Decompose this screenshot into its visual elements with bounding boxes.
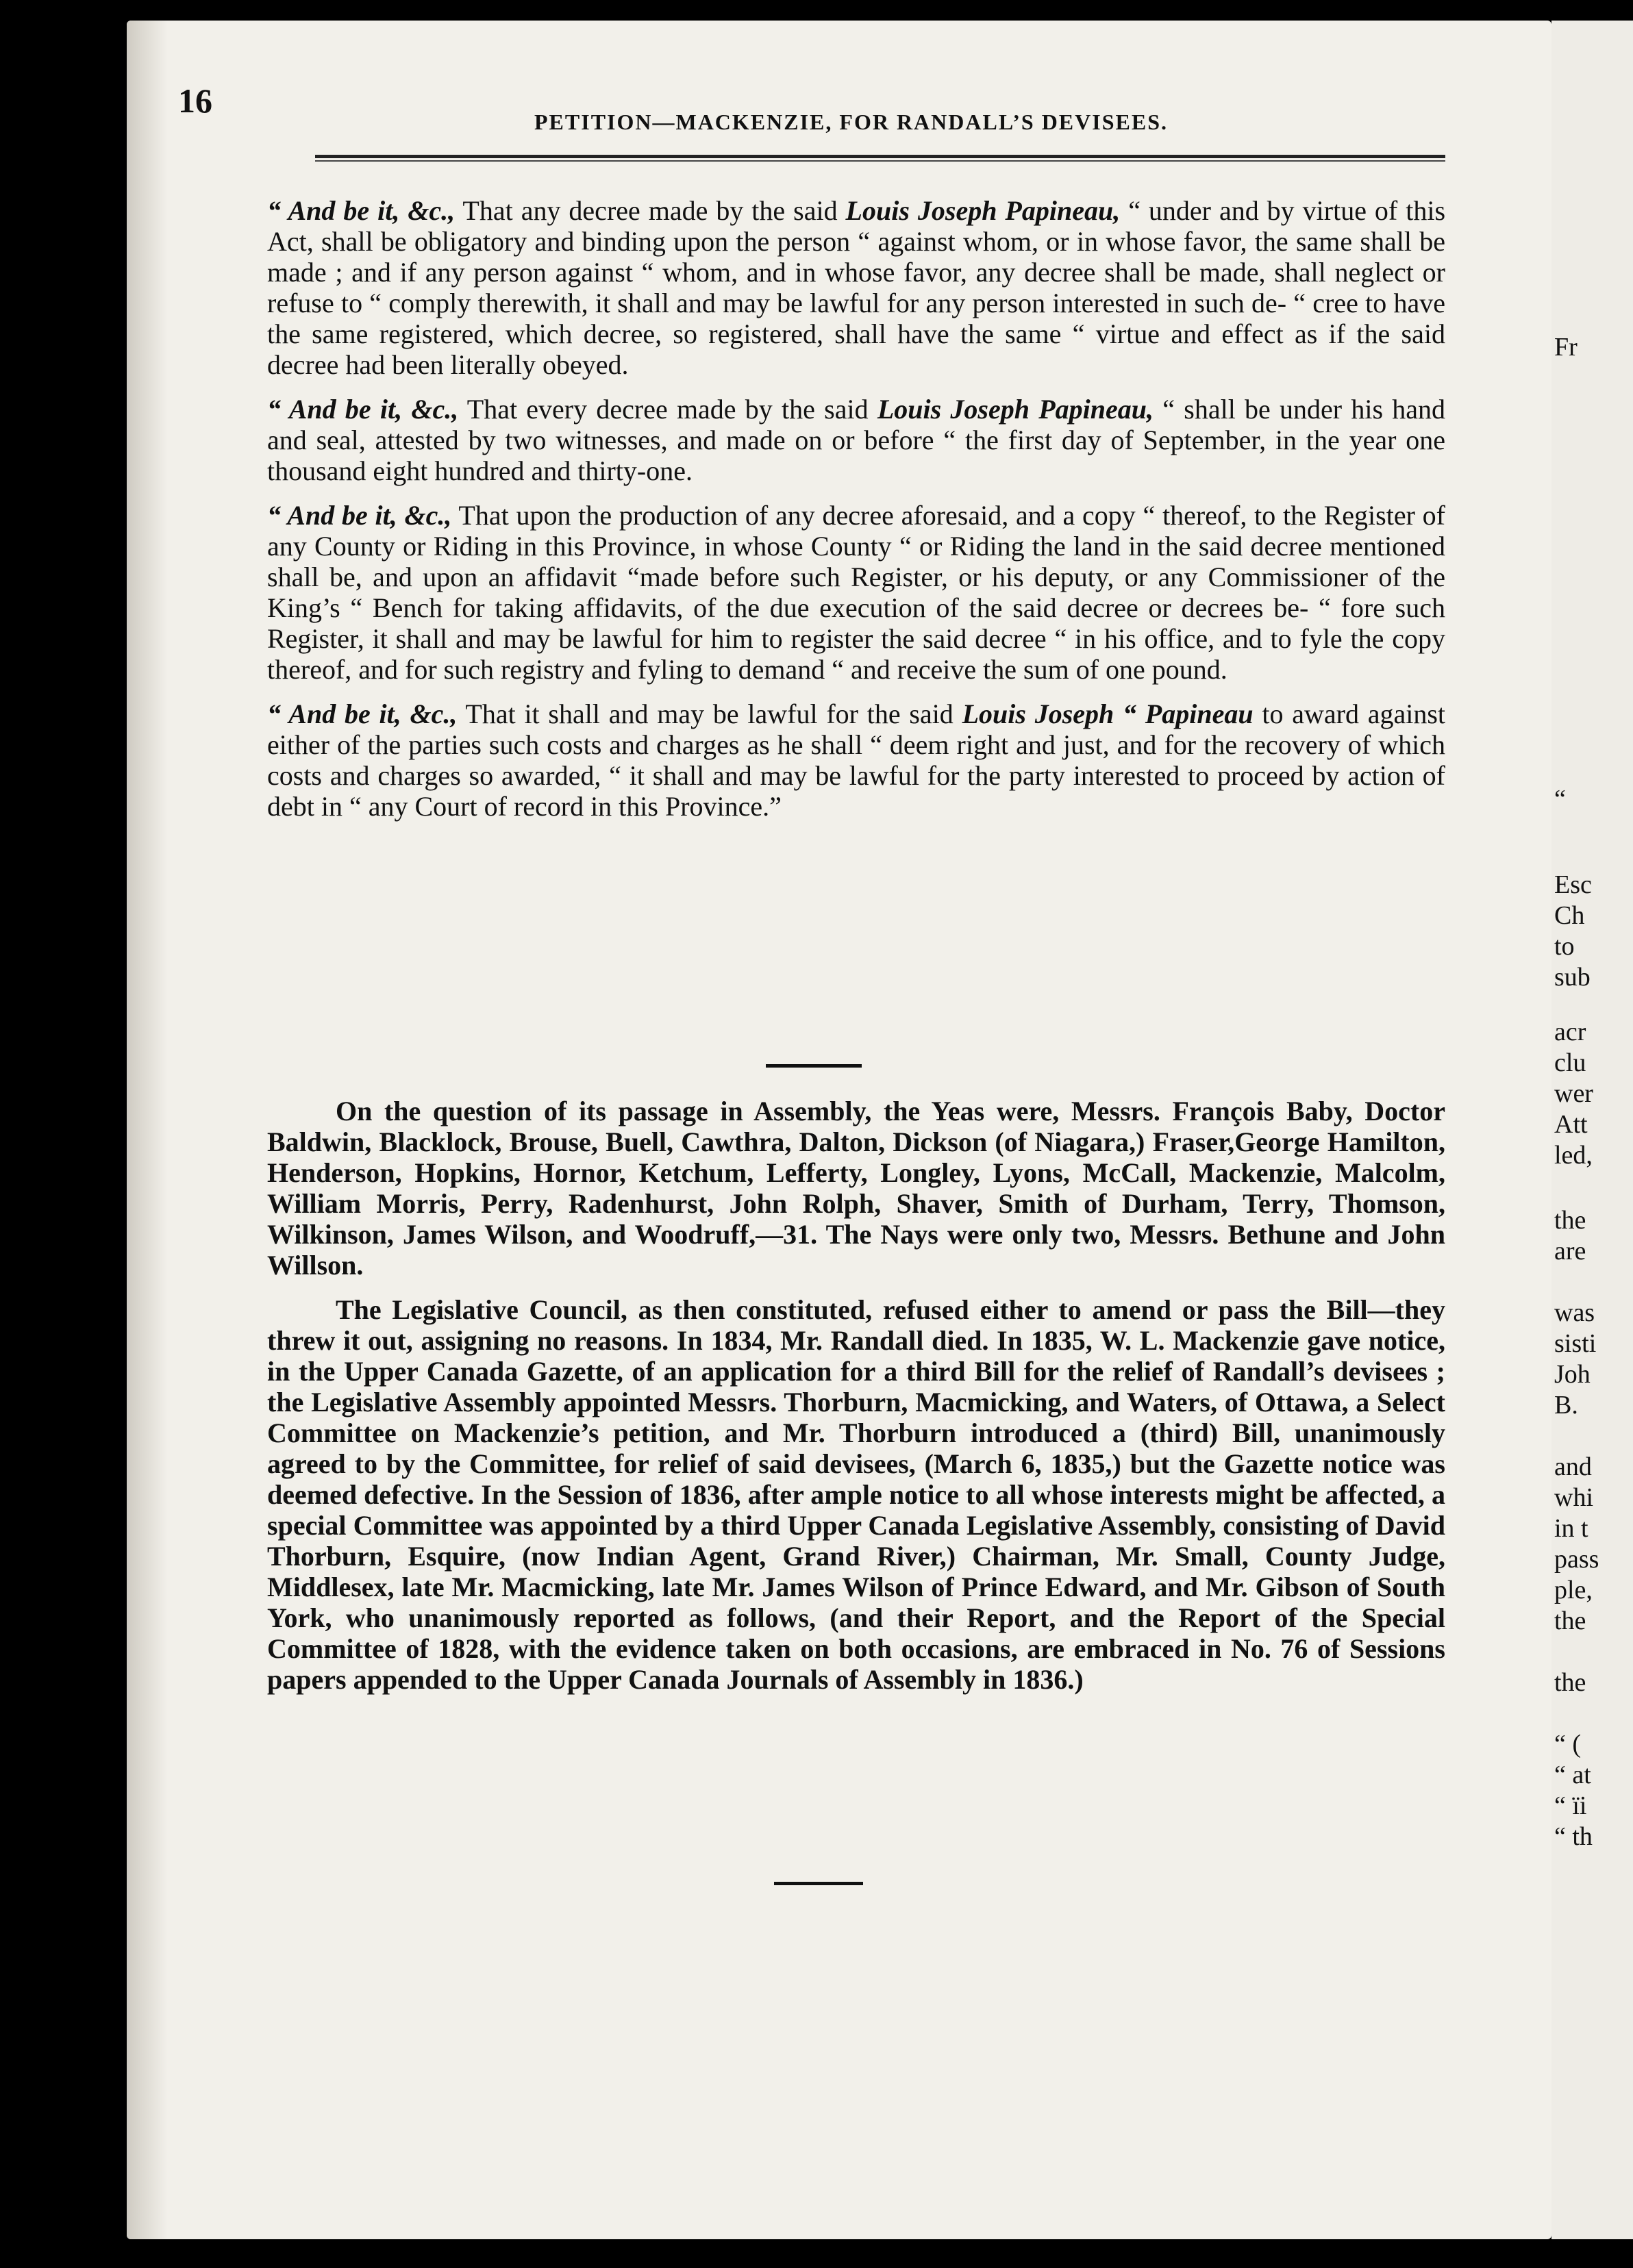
- clause-lead: “ And be it, &c.,: [267, 698, 458, 729]
- fragment: the: [1554, 1606, 1586, 1635]
- end-divider: [774, 1882, 863, 1885]
- narrative-text: [267, 1096, 1445, 1709]
- fragment: sisti: [1554, 1329, 1597, 1358]
- fragment: in t: [1554, 1514, 1588, 1543]
- fragment: “ ïi: [1554, 1791, 1587, 1820]
- fragment: the: [1554, 1206, 1586, 1235]
- clause-lead: “ And be it, &c.,: [267, 195, 456, 226]
- quote-paragraph-4: “ And be it, &c., That it shall and may be lawful for the said Louis Joseph “ Papineau to award against either of the parties such costs and charges as he shall “ deem right and just, and for the recovery of which costs and charges so awarded, “ it shall and may be lawful for the party interested to proceed by action of debt in “ any Court of record in this Province.”: [267, 698, 1446, 822]
- page-edge-shadow: [127, 21, 168, 2239]
- quote-paragraph-2: “ And be it, &c., That every decree made by the said Louis Joseph Papineau, “ shall be under his hand and seal, attested by two witnesses, and made on or before “ the first day of September, in the year one thousand eight hundred and thirty-one.: [267, 394, 1446, 486]
- person-name: Louis Joseph Papineau,: [845, 195, 1121, 226]
- quoted-act-clauses: [267, 195, 1445, 835]
- adjacent-page-edge: [1551, 21, 1633, 2239]
- fragment: led,: [1554, 1141, 1593, 1170]
- section-divider: [766, 1064, 862, 1068]
- clause-lead: “ And be it, &c.,: [267, 500, 452, 531]
- fragment: wer: [1554, 1079, 1593, 1108]
- fragment: Ch: [1554, 901, 1585, 930]
- fragment: “ at: [1554, 1761, 1591, 1789]
- fragment: “: [1554, 785, 1566, 814]
- header-rule: [315, 155, 1445, 162]
- fragment: pass: [1554, 1545, 1599, 1574]
- person-name: Louis Joseph “ Papineau: [962, 698, 1254, 729]
- fragment: sub: [1554, 963, 1591, 992]
- clause-lead: “ And be it, &c.,: [267, 394, 459, 425]
- fragment: Esc: [1554, 870, 1592, 899]
- fragment: Att: [1554, 1110, 1588, 1139]
- quote-paragraph-1: “ And be it, &c., That any decree made by the said Louis Joseph Papineau, “ under and by virtue of this Act, shall be obligatory and binding upon the person “ against whom, or in whose favor, the same shall be made ; and if any person against “ whom, and in whose favor, any decree shall be made, shall neglect or refuse to “ comply therewith, it shall and may be lawful for any person interested in such de- “ cree to have the same registered, which decree, so registered, shall have the same “ virtue and effect as if the said decree had been literally obeyed.: [267, 195, 1446, 380]
- fragment: clu: [1554, 1048, 1586, 1077]
- page-number: 16: [178, 81, 212, 120]
- fragment: Fr: [1554, 333, 1578, 362]
- body-paragraph-2: The Legislative Council, as then constituted, refused either to amend or pass the Bill—they threw it out, assigning no reasons. In 1834, Mr. Randall died. In 1835, W. L. Mackenzie gave notice, in the Upper Canada Gazette, of an application for a third Bill for the relief of Randall’s devisees ; the Legislative Assembly appointed Messrs. Thorburn, Macmicking, and Waters, of Ottawa, a Select Committee on Mackenzie’s petition, and Mr. Thorburn introduced a (third) Bill, unanimously agreed to by the Committee, for relief of said devisees, (March 6, 1835,) but the Gazette notice was deemed defective. In the Session of 1836, after ample notice to all whose interests might be affected, a special Committee was appointed by a third Upper Canada Legislative Assembly, consisting of David Thorburn, Esquire, (now Indian Agent, Grand River,) Chairman, Mr. Small, County Judge, Middlesex, late Mr. Macmicking, late Mr. James Wilson of Prince Edward, and Mr. Gibson of South York, who unanimously reported as follows, (and their Report, and the Report of the Special Committee of 1828, with the evidence taken on both occasions, are embraced in No. 76 of Sessions papers appended to the Upper Canada Journals of Assembly in 1836.): [267, 1294, 1445, 1695]
- quote-paragraph-3: “ And be it, &c., That upon the production of any decree aforesaid, and a copy “ thereof, to the Register of any County or Riding in this Province, in whose County “ or Riding the land in the said decree mentioned shall be, and upon an affidavit “made before such Register, or his deputy, or any Commissioner of the King’s “ Bench for taking affidavits, of the due execution of the said decree or decrees be- “ fore such Register, it shall and may be lawful for him to register the said decree “ in his office, and to fyle the copy thereof, and for such registry and fyling to demand “ and receive the sum of one pound.: [267, 500, 1445, 685]
- body-paragraph-1: On the question of its passage in Assembly, the Yeas were, Messrs. François Baby, Doctor Baldwin, Blacklock, Brouse, Buell, Cawthra, Dalton, Dickson (of Niagara,) Fraser,George Hamilton, Henderson, Hopkins, Hornor, Ketchum, Lefferty, Longley, Lyons, McCall, Mackenzie, Malcolm, William Morris, Perry, Radenhurst, John Rolph, Shaver, Smith of Durham, Terry, Thomson, Wilkinson, James Wilson, and Woodruff,—31. The Nays were only two, Messrs. Bethune and John Willson.: [267, 1096, 1445, 1281]
- fragment: whi: [1554, 1483, 1593, 1512]
- fragment: and: [1554, 1452, 1592, 1481]
- running-title: PETITION—MACKENZIE, FOR RANDALL’S DEVISEES.: [534, 110, 1168, 134]
- fragment: “ (: [1554, 1730, 1582, 1759]
- fragment: are: [1554, 1237, 1586, 1265]
- fragment: to: [1554, 932, 1575, 961]
- fragment: acr: [1554, 1018, 1586, 1046]
- fragment: Joh: [1554, 1360, 1591, 1389]
- fragment: “ th: [1554, 1822, 1593, 1851]
- fragment: was: [1554, 1298, 1595, 1327]
- fragment: the: [1554, 1668, 1586, 1697]
- fragment: ple,: [1554, 1576, 1593, 1604]
- person-name: Louis Joseph Papineau,: [877, 394, 1154, 425]
- fragment: B.: [1554, 1391, 1578, 1420]
